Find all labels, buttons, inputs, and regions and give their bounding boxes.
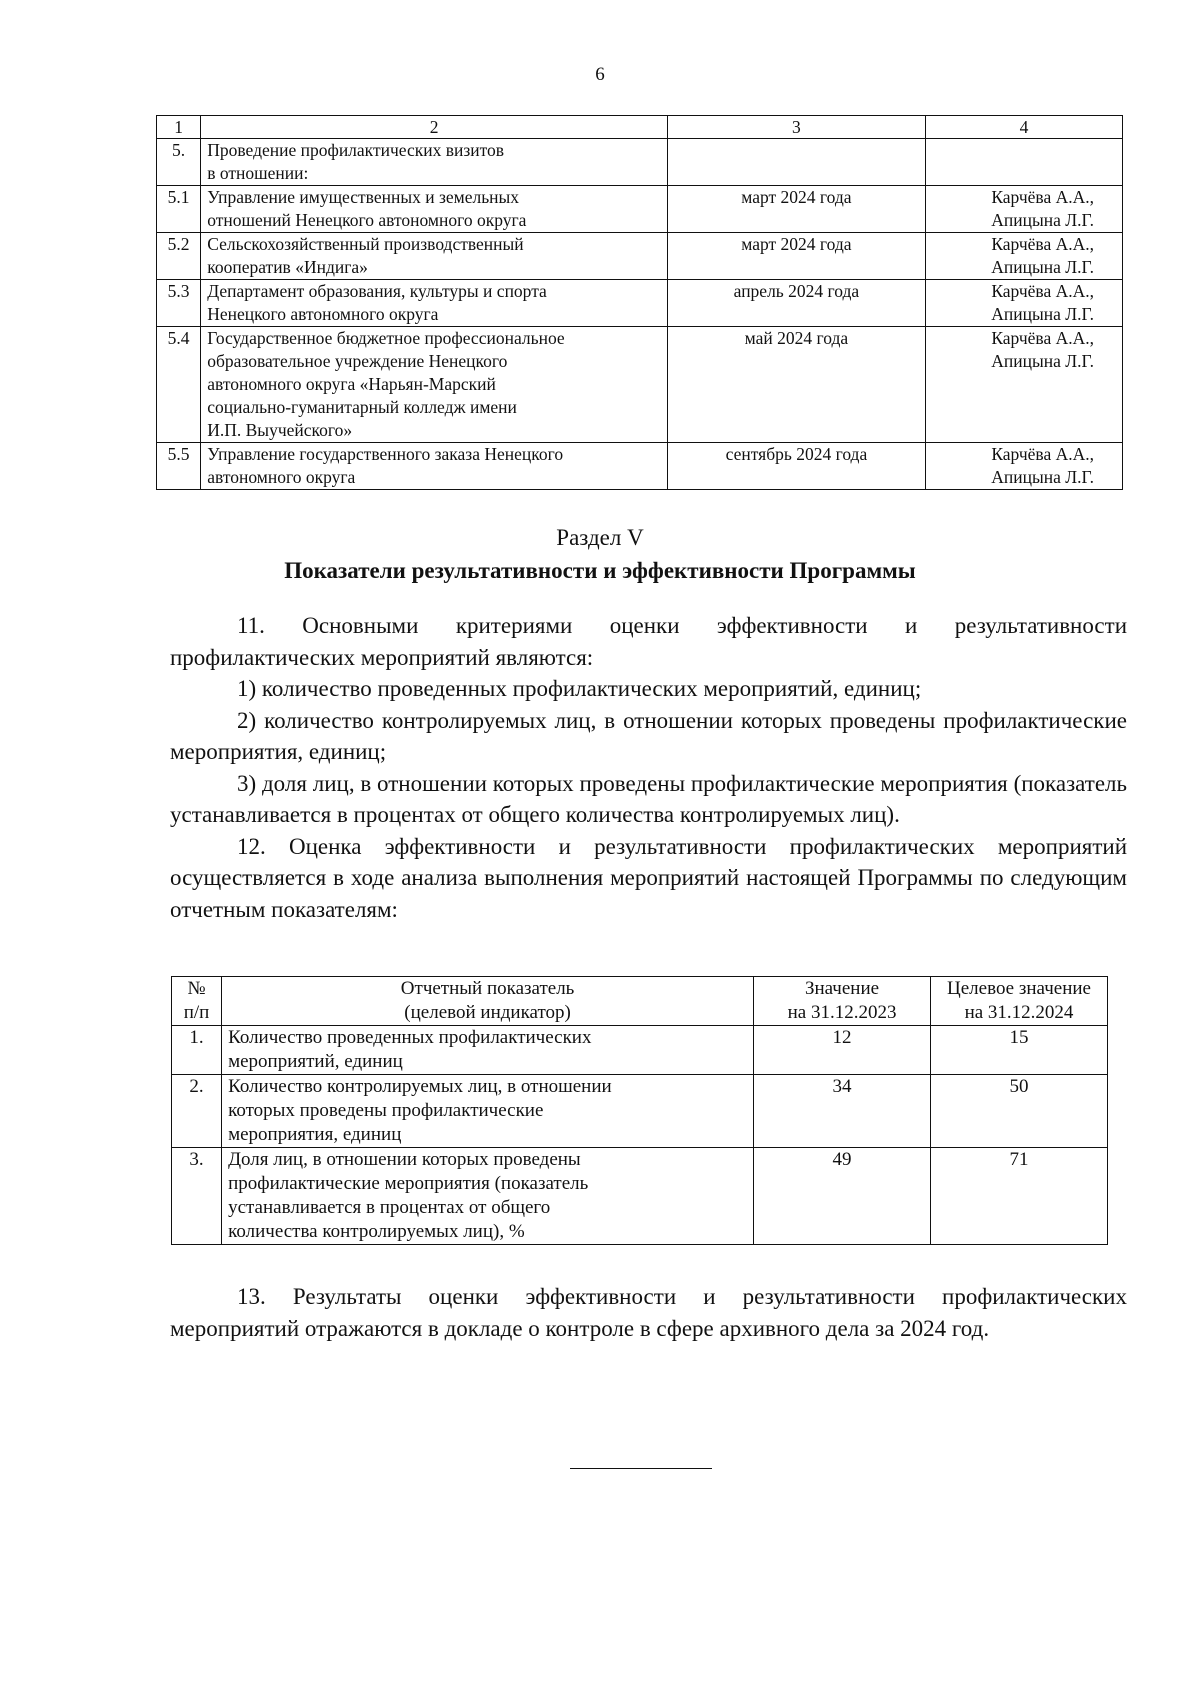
- row-target: 71: [931, 1148, 1108, 1245]
- row-number: 1.: [172, 1026, 222, 1075]
- row-number: 5.4: [157, 327, 201, 443]
- header-cell: 2: [201, 116, 668, 139]
- header-cell: 1: [157, 116, 201, 139]
- paragraph: 1) количество проведенных профилактических мероприятий, единиц;: [237, 676, 922, 701]
- row-number: 2.: [172, 1075, 222, 1148]
- table-row: [157, 327, 1123, 443]
- row-description: Количество контролируемых лиц, в отношении которых проведены профилактические мероприятия, единиц: [222, 1075, 754, 1148]
- paragraph: 13. Результаты оценки эффективности и результативности профилактических мероприятий отражаются в докладе о контроле в сфере архивного дела за 2024 год.: [170, 1284, 1127, 1341]
- row-description: Проведение профилактических визитов в отношении:: [201, 139, 668, 186]
- table-row: [157, 233, 1123, 280]
- row-target: 15: [931, 1026, 1108, 1075]
- table-row: [157, 443, 1123, 490]
- header-cell: Целевое значение на 31.12.2024: [931, 977, 1108, 1026]
- row-description: Количество проведенных профилактических мероприятий, единиц: [222, 1026, 754, 1075]
- table-row: [172, 1075, 1108, 1148]
- paragraph: 2) количество контролируемых лиц, в отношении которых проведены профилактические мероприятия, единиц;: [170, 707, 1127, 764]
- row-responsible: Карчёва А.А., Апицына Л.Г.: [925, 186, 1122, 233]
- row-date: март 2024 года: [667, 233, 925, 280]
- row-responsible: Карчёва А.А., Апицына Л.Г.: [925, 327, 1122, 443]
- row-responsible: Карчёва А.А., Апицына Л.Г.: [925, 443, 1122, 490]
- row-description: Управление имущественных и земельных отношений Ненецкого автономного округа: [201, 186, 668, 233]
- header-cell: 4: [925, 116, 1122, 139]
- header-cell: 3: [667, 116, 925, 139]
- row-description: Государственное бюджетное профессиональное образовательное учреждение Ненецкого автономного округа «Нарьян-Марский социально-гуманитарный колледж имени И.П. Выучейского»: [201, 327, 668, 443]
- row-number: 5.2: [157, 233, 201, 280]
- row-number: 5.1: [157, 186, 201, 233]
- header-cell: № п/п: [172, 977, 222, 1026]
- row-responsible: [925, 139, 1122, 186]
- row-description: Доля лиц, в отношении которых проведены профилактические мероприятия (показатель устанавливается в процентах от общего количества контролируемых лиц), %: [222, 1148, 754, 1245]
- row-value: 34: [754, 1075, 931, 1148]
- table-header-row: [157, 116, 1123, 139]
- header-cell: Значение на 31.12.2023: [754, 977, 931, 1026]
- row-target: 50: [931, 1075, 1108, 1148]
- table-row: [157, 139, 1123, 186]
- header-cell: Отчетный показатель (целевой индикатор): [222, 977, 754, 1026]
- results-text: [170, 1281, 1127, 1344]
- paragraph: 3) доля лиц, в отношении которых проведены профилактические мероприятия (показатель устанавливается в процентах от общего количества контролируемых лиц).: [170, 770, 1127, 827]
- table-header-row: [172, 977, 1108, 1026]
- row-number: 5.5: [157, 443, 201, 490]
- table-row: [172, 1148, 1108, 1245]
- footer-rule: [570, 1468, 712, 1469]
- paragraph: 11. Основными критериями оценки эффективности и результативности профилактических мероприятий являются:: [170, 613, 1127, 670]
- row-description: Управление государственного заказа Ненецкого автономного округа: [201, 443, 668, 490]
- row-responsible: Карчёва А.А., Апицына Л.Г.: [925, 280, 1122, 327]
- table-row: [172, 1026, 1108, 1075]
- table-row: [157, 186, 1123, 233]
- row-date: [667, 139, 925, 186]
- section-number: Раздел V: [556, 525, 644, 550]
- row-date: апрель 2024 года: [667, 280, 925, 327]
- table-row: [157, 280, 1123, 327]
- row-description: Сельскохозяйственный производственный кооператив «Индига»: [201, 233, 668, 280]
- row-value: 49: [754, 1148, 931, 1245]
- row-date: май 2024 года: [667, 327, 925, 443]
- indicators-table: [171, 976, 1108, 1245]
- row-number: 5.: [157, 139, 201, 186]
- page-number: 6: [595, 64, 605, 85]
- row-date: сентябрь 2024 года: [667, 443, 925, 490]
- row-value: 12: [754, 1026, 931, 1075]
- criteria-text: [170, 610, 1127, 925]
- section-title: Показатели результативности и эффективности Программы: [284, 558, 916, 583]
- row-date: март 2024 года: [667, 186, 925, 233]
- row-number: 3.: [172, 1148, 222, 1245]
- row-description: Департамент образования, культуры и спорта Ненецкого автономного округа: [201, 280, 668, 327]
- schedule-table: [156, 115, 1123, 490]
- row-number: 5.3: [157, 280, 201, 327]
- row-responsible: Карчёва А.А., Апицына Л.Г.: [925, 233, 1122, 280]
- paragraph: 12. Оценка эффективности и результативности профилактических мероприятий осуществляется в ходе анализа выполнения мероприятий настоящей Программы по следующим отчетным показателям:: [170, 833, 1127, 922]
